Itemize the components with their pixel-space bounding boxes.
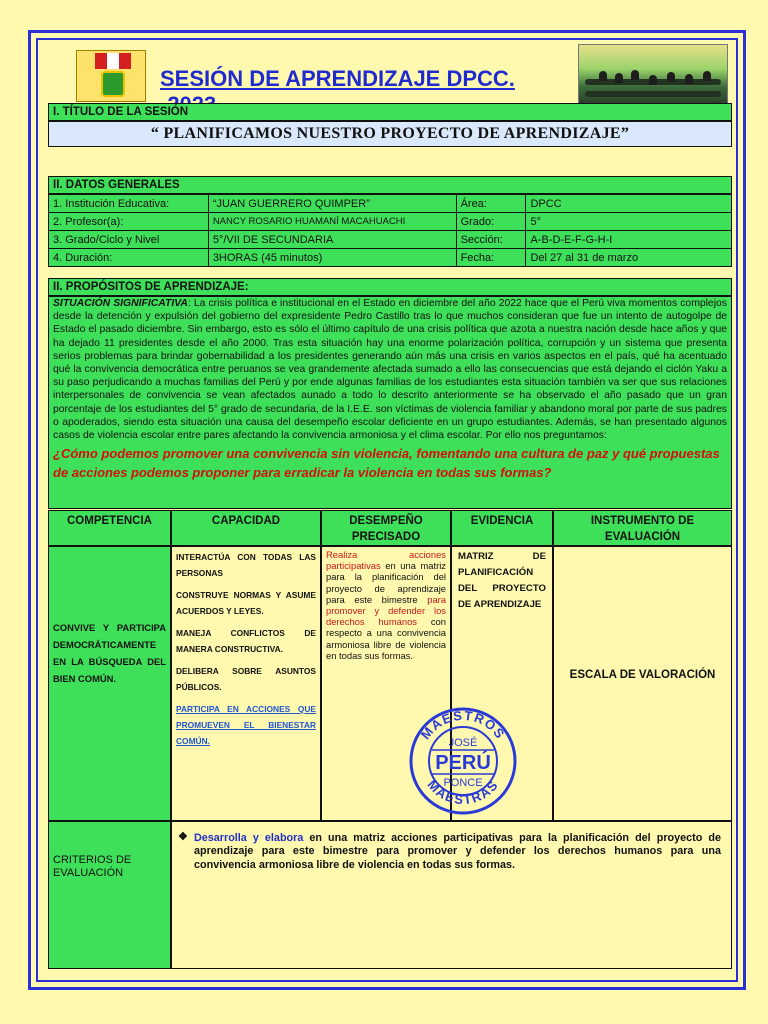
- field-value: 5°: [526, 213, 732, 231]
- desempeno-text: con respecto a una convivencia armoniosa libre de violencia en todas sus formas.: [326, 616, 446, 661]
- desempeno-text: en una matriz para la planificación del proyecto de aprendizaje para este bimestre: [326, 560, 446, 605]
- situation-box: [48, 296, 732, 509]
- field-label: Fecha:: [456, 249, 526, 267]
- field-label: 3. Grado/Ciclo y Nivel: [49, 231, 209, 249]
- competency-table-body: [48, 546, 732, 821]
- evidencia-cell: MATRIZ DE PLANIFICACIÓN DEL PROYECTO DE APRENDIZAJE: [451, 546, 553, 821]
- capacidad-link[interactable]: PARTICIPA EN ACCIONES QUE PROMUEVEN EL BIENESTAR COMÚN.: [176, 704, 316, 746]
- header-evidencia: EVIDENCIA: [451, 510, 553, 546]
- field-value: NANCY ROSARIO HUAMANÍ MACAHUACHI: [208, 213, 456, 231]
- instrumento-cell: ESCALA DE VALORACIÓN: [553, 546, 732, 821]
- section-heading-datos: II. DATOS GENERALES: [48, 176, 732, 194]
- criteria-row: [48, 821, 732, 969]
- situation-text: : La crisis política e institucional en el Estado en diciembre del año 2022 hace que el Perú viva momentos complejos desde la detención y expulsión del gobierno del expresidente Pedro Castillo tras lo que muchos consideran que fue un intento de autogolpe de Estado el pasado diciembre. Sin embargo, esto es sólo el último capítulo de una crisis política que azota a nuestra nación desde hace años y que ha dejado 11 presidentes desde el año 2000. Tras esta situación hay una enorme polarización política, corrupción y un sistema que presenta serios problemas para brindar gobernabilidad a los presidentes generando aún más una crisis en varios aspectos en el país, qué ha acentuado qué la convivencia democrática entre peruanos se vea grandemente afectada sumado a ello las consecuencias que está dejando el ciclón Yaku a su paso perjudicando a muchas familias del Perú y por ende algunas familias de los estudiantes esta situación también va ser que sus relaciones interpersonales de convivencia se vean afectados aunado a todo lo descrito anteriormente se ha observado el año pasado que un gran porcentaje de los estudiantes del 5° grado de secundaria, de la I.E.E. son víctimas de violencia familiar y abandono moral por parte de sus padres o apoderados, siendo esta situación una causa del desempeño escolar deficiente en un grupo estudiantes. Además, se han presentado algunos casos de violencia escolar entre pares afectando la convivencia armoniosa y el clima escolar. Por ello nos preguntamos:: [53, 298, 727, 442]
- criteria-label: CRITERIOS DE EVALUACIÓN: [48, 821, 171, 969]
- capacidad-item: MANEJA CONFLICTOS DE MANERA CONSTRUCTIVA.: [176, 628, 316, 654]
- stamp-bottom-text: MAESTRAS: [424, 776, 502, 808]
- desempeno-highlight: para promover y defender los derechos humanos: [326, 593, 446, 628]
- general-data-table: [48, 194, 732, 267]
- field-label: 4. Duración:: [49, 249, 209, 267]
- stamp-top-text: MAESTROS: [417, 707, 509, 743]
- table-row: [49, 249, 732, 267]
- field-label: Área:: [456, 195, 526, 213]
- flag-icon: [95, 53, 131, 69]
- field-value: DPCC: [526, 195, 732, 213]
- field-label: 2. Profesor(a):: [49, 213, 209, 231]
- section-heading-titulo: I. TÍTULO DE LA SESIÓN: [48, 103, 732, 121]
- header-capacidad: CAPACIDAD: [171, 510, 321, 546]
- diamond-bullet-icon: ❖: [178, 831, 188, 843]
- stamp-center-text: PERÚ: [435, 752, 491, 774]
- table-row: [49, 213, 732, 231]
- section-heading-propositos: II. PROPÓSITOS DE APRENDIZAJE:: [48, 278, 732, 296]
- header-competencia: COMPETENCIA: [48, 510, 171, 546]
- capacidad-item: CONSTRUYE NORMAS Y ASUME ACUERDOS Y LEYES.: [176, 590, 316, 616]
- table-row: [49, 195, 732, 213]
- school-logo: [76, 50, 146, 102]
- field-value: “JUAN GUERRERO QUIMPER”: [208, 195, 456, 213]
- table-row: [49, 231, 732, 249]
- situation-label: SITUACIÓN SIGNIFICATIVA: [53, 298, 188, 309]
- situation-paragraph: [53, 297, 727, 442]
- field-value: 3HORAS (45 minutos): [208, 249, 456, 267]
- field-value: A-B-D-E-F-G-H-I: [526, 231, 732, 249]
- criteria-text: en una matriz acciones participativas para la planificación del proyecto de aprendizaje para este bimestre para promover y defender los derechos humanos para una convivencia armoniosa libre de violencia en todas sus formas.: [194, 832, 721, 871]
- field-label: Grado:: [456, 213, 526, 231]
- field-label: Sección:: [456, 231, 526, 249]
- shield-icon: [101, 71, 125, 97]
- competencia-cell: CONVIVE Y PARTICIPA DEMOCRÁTICAMENTE EN LA BÚSQUEDA DEL BIEN COMÚN.: [48, 546, 171, 821]
- desempeno-highlight: Realiza acciones participativas: [326, 549, 446, 572]
- capacidad-item: DELIBERA SOBRE ASUNTOS PÚBLICOS.: [176, 666, 316, 692]
- header-instrumento: INSTRUMENTO DE EVALUACIÓN: [553, 510, 732, 546]
- capacidad-item: INTERACTÚA CON TODAS LAS PERSONAS: [176, 552, 316, 578]
- classroom-photo: [578, 44, 728, 106]
- field-label: 1. Institución Educativa:: [49, 195, 209, 213]
- page-title: SESIÓN DE APRENDIZAJE DPCC.: [160, 66, 515, 91]
- field-value: Del 27 al 31 de marzo: [526, 249, 732, 267]
- field-value: 5°/VII DE SECUNDARIA: [208, 231, 456, 249]
- criteria-text-cell: [171, 821, 732, 969]
- capacidad-cell: [171, 546, 321, 821]
- header-desempeno: DESEMPEÑO PRECISADO: [321, 510, 451, 546]
- criteria-highlight: Desarrolla y elabora: [194, 832, 304, 844]
- teacher-stamp: [408, 706, 518, 816]
- stamp-name-top: JOSÉ: [448, 737, 478, 749]
- competency-table-header: [48, 510, 732, 546]
- guiding-question: ¿Cómo podemos promover una convivencia sin violencia, fomentando una cultura de paz y qué propuestas de acciones podemos proponer para erradicar la violencia en todas sus formas?: [53, 446, 720, 481]
- stamp-name-bottom: PONCE: [443, 777, 483, 789]
- session-title: “ PLANIFICAMOS NUESTRO PROYECTO DE APRENDIZAJE”: [48, 121, 732, 147]
